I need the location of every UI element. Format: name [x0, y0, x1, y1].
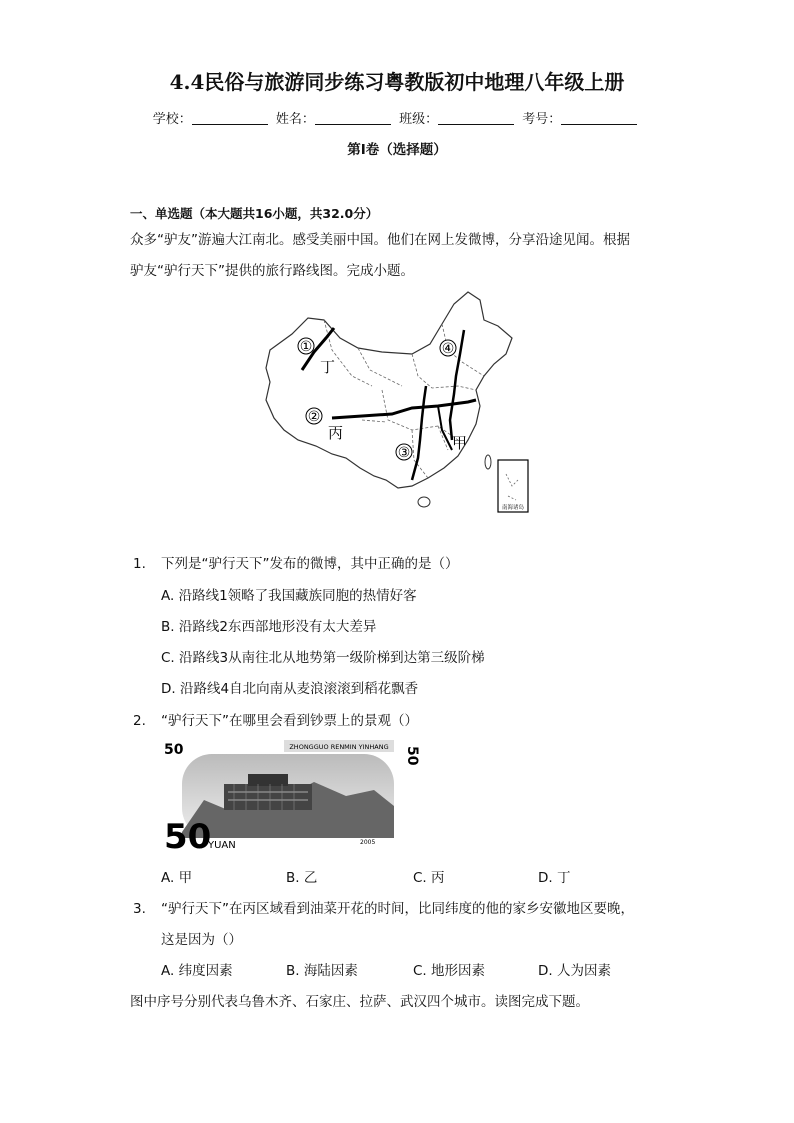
question-3-stem: [133, 897, 634, 917]
volume-heading: 第I卷（选择题）: [347, 142, 447, 158]
section-heading: 一、单选题（本大题共16小题，共32.0分）: [130, 206, 379, 221]
china-outline: [266, 292, 512, 488]
banknote-right-denomination: 50: [404, 746, 420, 766]
q2-option-c[interactable]: C. 丙: [413, 870, 445, 886]
question-3-text-line-2: 这是因为（）: [161, 932, 242, 948]
banknote-bank-text: ZHONGGUO RENMIN YINHANG: [289, 743, 389, 751]
region-ding-label: 丁: [320, 358, 336, 376]
q1-option-b[interactable]: B. 沿路线2东西部地形没有太大差异: [161, 619, 377, 635]
banknote-main-denomination: 50: [164, 817, 212, 857]
q1-option-d[interactable]: D. 沿路线4自北向南从麦浪滚滚到稻花飘香: [161, 681, 419, 697]
q2-option-b[interactable]: B. 乙: [286, 870, 318, 886]
inset-label: 南海诸岛: [501, 505, 525, 511]
intro-line-2: 驴友“驴行天下”提供的旅行路线图。完成小题。: [130, 263, 414, 279]
question-2-number: 2.: [133, 713, 146, 729]
route-2-line: [332, 400, 476, 418]
question-2-text: “驴行天下”在哪里会看到钞票上的景观（）: [161, 713, 418, 729]
route-1-label: ①: [299, 339, 313, 355]
banknote-image: [164, 740, 420, 857]
name-blank[interactable]: [315, 112, 391, 125]
school-blank[interactable]: [192, 112, 268, 125]
question-1-text: 下列是“驴行天下”发布的微博，其中正确的是（）: [161, 556, 459, 572]
question-3-number: 3.: [133, 901, 146, 917]
q2-option-d[interactable]: D. 丁: [538, 870, 571, 886]
question-1-number: 1.: [133, 556, 146, 572]
banknote-year-text: 2005: [360, 839, 376, 846]
q2-option-a[interactable]: A. 甲: [161, 870, 193, 886]
q3-option-c[interactable]: C. 地形因素: [413, 963, 486, 979]
name-label: 姓名：: [275, 112, 315, 127]
school-label: 学校：: [152, 112, 192, 127]
q3-option-b[interactable]: B. 海陆因素: [286, 963, 358, 979]
region-jia-label: 甲: [452, 434, 468, 452]
q3-option-a[interactable]: A. 纬度因素: [161, 963, 233, 979]
q3-option-d[interactable]: D. 人为因素: [538, 963, 611, 979]
banknote-yuan-text: YUAN: [208, 840, 236, 851]
route-3-label: ③: [397, 445, 411, 461]
exam-number-label: 考号：: [522, 112, 562, 127]
china-route-map: [262, 290, 532, 520]
page-title: 4.4民俗与旅游同步练习粤教版初中地理八年级上册: [169, 70, 625, 94]
intro-line-1: 众多“驴友”游遍大江南北。感受美丽中国。他们在网上发微博，分享沿途见闻。根据: [130, 232, 630, 248]
question-1-stem: [133, 552, 459, 572]
class-blank[interactable]: [438, 112, 514, 125]
q1-option-c[interactable]: C. 沿路线3从南往北从地势第一级阶梯到达第三级阶梯: [161, 650, 485, 666]
closing-note: 图中序号分别代表乌鲁木齐、石家庄、拉萨、武汉四个城市。读图完成下题。: [130, 994, 589, 1010]
route-2-label: ②: [307, 409, 321, 425]
question-3-text-line-1: “驴行天下”在丙区域看到油菜开花的时间，比同纬度的他的家乡安徽地区要晚，: [161, 901, 634, 917]
q1-option-a[interactable]: A. 沿路线1领略了我国藏族同胞的热情好客: [161, 588, 417, 604]
region-bing-label: 丙: [328, 424, 344, 442]
banknote-top-denomination: 50: [164, 742, 184, 758]
student-info-row: [0, 108, 794, 127]
class-label: 班级：: [399, 112, 439, 127]
exam-number-blank[interactable]: [561, 112, 637, 125]
route-4-label: ④: [441, 341, 455, 357]
question-2-stem: [133, 709, 418, 729]
intro-paragraph: [130, 225, 670, 287]
